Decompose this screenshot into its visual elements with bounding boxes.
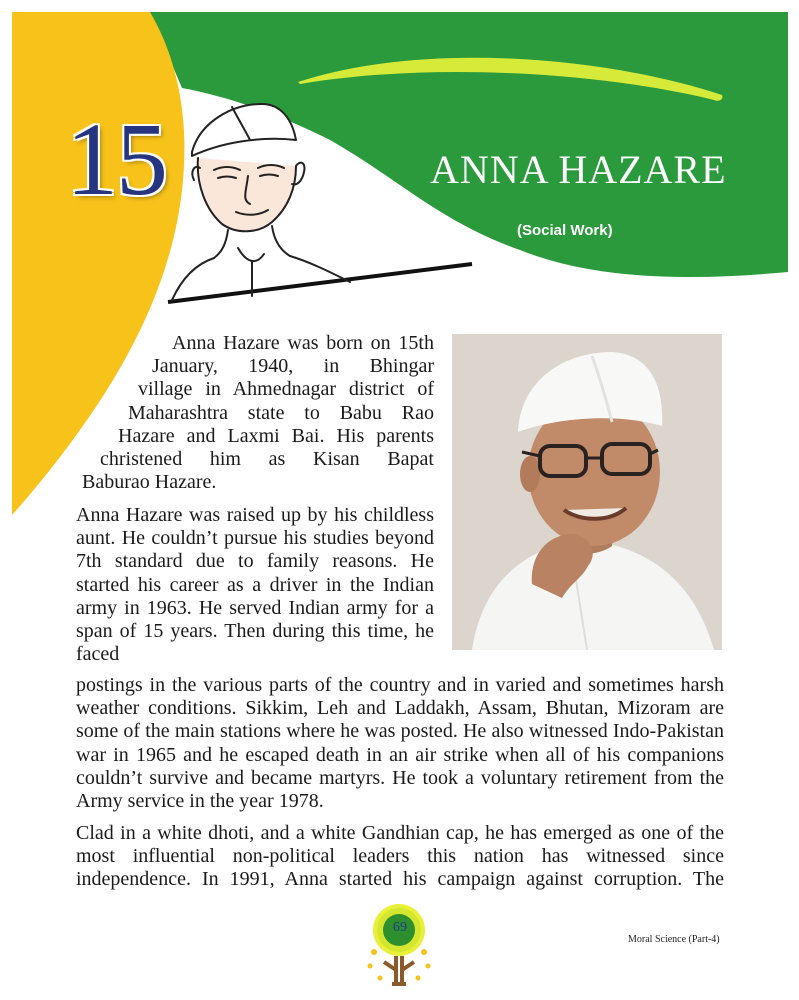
green-banner — [150, 12, 788, 277]
paragraph-early-life: Anna Hazare was raised up by his childless aunt. He couldn’t pursue his studies beyond 7th standard due to family reasons. He started his career as a driver in the Indian army in 1963. He served Indian army for a span of 15 years. Then during this time, he faced — [76, 504, 434, 666]
text-line: Hazare and Laxmi Bai. His parents — [118, 424, 434, 447]
chapter-title: ANNA HAZARE — [430, 147, 727, 192]
page-number: 69 — [393, 920, 407, 935]
text-line: christened him as Kisan Bapat — [100, 448, 434, 471]
chapter-subtitle: (Social Work) — [517, 222, 613, 239]
text-line: Maharashtra state to Babu Rao — [128, 401, 434, 424]
text-line: Baburao Hazare. — [82, 471, 217, 494]
paragraph-army-service: postings in the various parts of the country and in varied and sometimes harsh weather conditions. Sikkim, Leh and Laddakh, Assam, Bhutan, Mizoram are some of the main stations where he was posted. He also witnessed Indo-Pakistan war in 1965 and he escaped death in an air strike when all of his companions couldn’t survive and became martyrs. He took a voluntary retirement from the Army service in the year 1978. — [76, 674, 724, 813]
text-line: Anna Hazare was born on 15th — [172, 332, 434, 354]
paragraph-birth — [78, 332, 434, 494]
paragraph-campaign: Clad in a white dhoti, and a white Gandhian cap, he has emerged as one of the most influential non-political leaders this nation has witnessed since independence. In 1991, Anna started his campaign against corruption. The — [76, 822, 724, 891]
book-title: Moral Science (Part-4) — [628, 934, 720, 945]
sketch-ground-line — [168, 264, 472, 302]
text-line: January, 1940, in Bhingar — [152, 355, 434, 378]
anna-hazare-photo — [452, 334, 722, 650]
text-line: village in Ahmednagar district of — [138, 378, 434, 401]
tree-icon — [362, 900, 436, 994]
chapter-number: 15 — [66, 102, 166, 217]
